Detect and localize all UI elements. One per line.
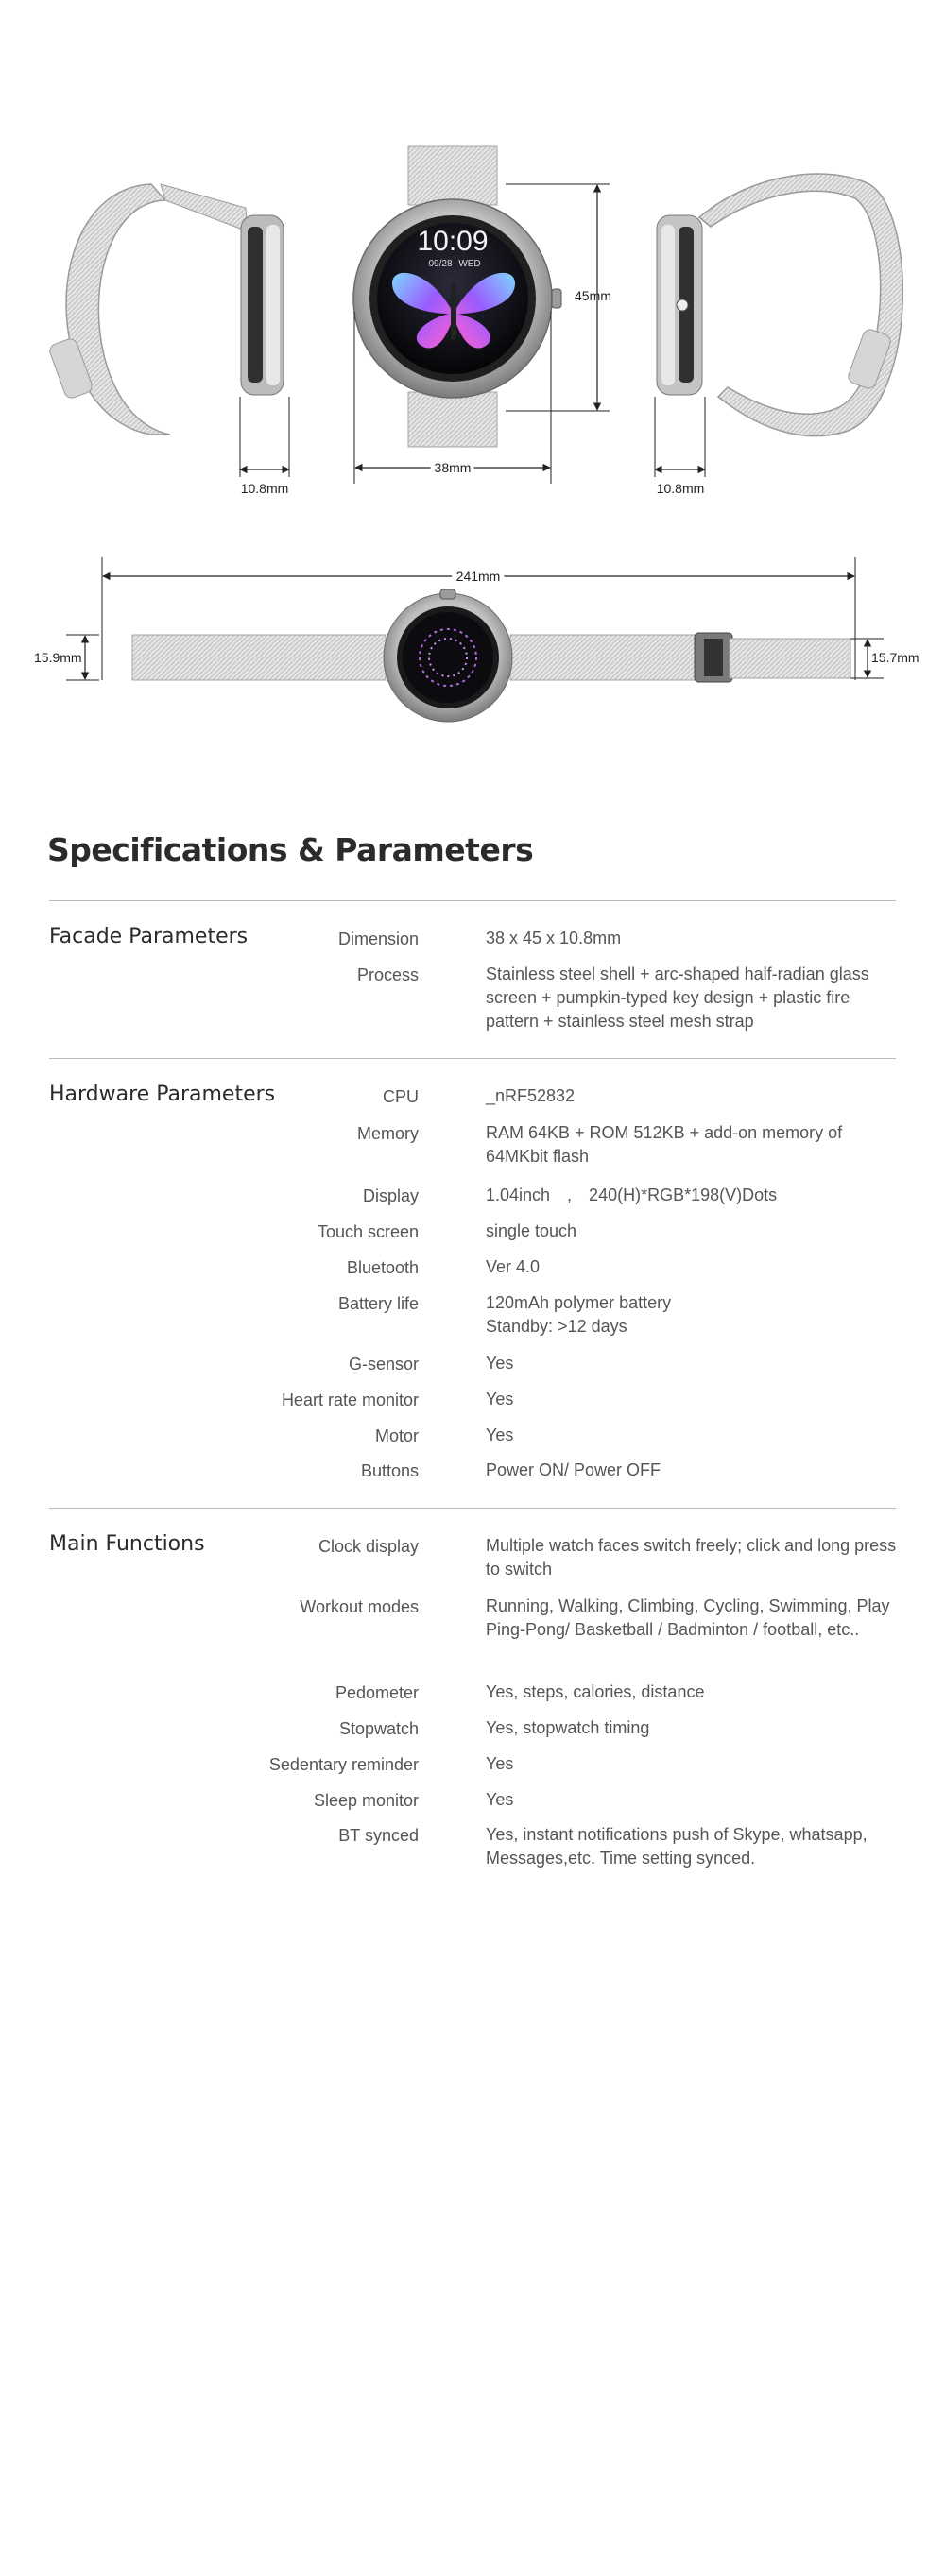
dimension-label-width: 38mm (434, 460, 472, 475)
spec-value-sedentary-reminder: Yes (486, 1754, 514, 1773)
spec-value-bluetooth: Ver 4.0 (486, 1257, 541, 1276)
spec-value-clock-display: Multiple watch faces switch freely; click and long press to switch (486, 1536, 897, 1578)
dimension-label-thickness-right: 10.8mm (656, 481, 705, 496)
dimension-label-total-length: 241mm (455, 569, 501, 584)
spec-label-memory: Memory (356, 1124, 419, 1143)
spec-value-cpu: _nRF52832 (486, 1086, 576, 1105)
spec-value-battery-life: 120mAh polymer battery (486, 1293, 672, 1312)
divider (49, 1508, 896, 1509)
spec-label-motor: Motor (374, 1426, 419, 1445)
spec-label-dimension: Dimension (337, 930, 419, 948)
spec-label-cpu: CPU (382, 1087, 419, 1106)
section-title-main-functions: Main Functions (49, 1532, 205, 1556)
spec-label-battery-life: Battery life (337, 1294, 419, 1313)
spec-label-bluetooth: Bluetooth (346, 1258, 419, 1277)
spec-label-clock-display: Clock display (318, 1537, 419, 1556)
watch-side-view-right (655, 174, 902, 477)
spec-label-process: Process (356, 965, 419, 984)
spec-value-buttons: Power ON/ Power OFF (486, 1460, 662, 1479)
spec-value-stopwatch: Yes, stopwatch timing (486, 1718, 650, 1737)
spec-label-buttons: Buttons (360, 1461, 419, 1480)
spec-value-heart-rate: Yes (486, 1390, 514, 1408)
spec-label-sleep-monitor: Sleep monitor (313, 1791, 419, 1810)
spec-value-process: Stainless steel shell + arc-shaped half-radian glass screen + pumpkin-typed key design + plastic fire pattern + stainless steel mesh strap (486, 964, 869, 1031)
spec-label-heart-rate: Heart rate monitor (281, 1390, 419, 1409)
spec-label-workout-modes: Workout modes (300, 1597, 419, 1616)
spec-label-sedentary-reminder: Sedentary reminder (268, 1755, 419, 1774)
spec-label-pedometer: Pedometer (335, 1683, 419, 1702)
spec-label-stopwatch: Stopwatch (338, 1719, 419, 1738)
watch-face-time: 10:09 (417, 226, 489, 257)
spec-value-pedometer: Yes, steps, calories, distance (486, 1682, 705, 1701)
spec-label-touch-screen: Touch screen (317, 1222, 419, 1241)
product-dimension-drawings (0, 0, 945, 737)
spec-value-motor: Yes (486, 1425, 514, 1444)
divider (49, 1058, 896, 1059)
spec-value-g-sensor: Yes (486, 1354, 514, 1373)
spec-label-g-sensor: G-sensor (348, 1355, 419, 1373)
spec-value-bt-synced: Yes, instant notifications push of Skype, whatsapp, Messages,etc. Time setting synced. (486, 1825, 868, 1868)
divider (49, 900, 896, 901)
watch-face-weekday: WED (458, 259, 481, 269)
watch-face-date: 09/28 (428, 259, 453, 269)
watch-front-view (353, 146, 561, 447)
section-title-facade: Facade Parameters (49, 925, 249, 948)
spec-value-dimension: 38 x 45 x 10.8mm (486, 929, 622, 947)
spec-value-display: 1.04inch , 240(H)*RGB*198(V)Dots (486, 1186, 778, 1204)
section-title-hardware: Hardware Parameters (49, 1083, 276, 1106)
dimension-label-strap-width-left: 15.9mm (34, 650, 82, 665)
spec-value-workout-modes: Running, Walking, Climbing, Cycling, Swimming, Play Ping-Pong/ Basketball / Badminton / football, etc.. (486, 1596, 890, 1639)
specs-title: Specifications & Parameters (47, 831, 534, 868)
spec-value-battery-standby: Standby: >12 days (486, 1317, 627, 1336)
watch-side-view-left (48, 184, 289, 477)
dimension-label-height: 45mm (575, 288, 611, 303)
spec-value-memory: RAM 64KB + ROM 512KB + add-on memory of 64MKbit flash (486, 1123, 843, 1166)
spec-label-display: Display (362, 1186, 419, 1205)
dimension-label-thickness-left: 10.8mm (240, 481, 289, 496)
spec-value-sleep-monitor: Yes (486, 1790, 514, 1809)
spec-label-bt-synced: BT synced (338, 1826, 419, 1845)
dimension-label-strap-width-right: 15.7mm (871, 650, 919, 665)
spec-value-touch-screen: single touch (486, 1221, 577, 1240)
